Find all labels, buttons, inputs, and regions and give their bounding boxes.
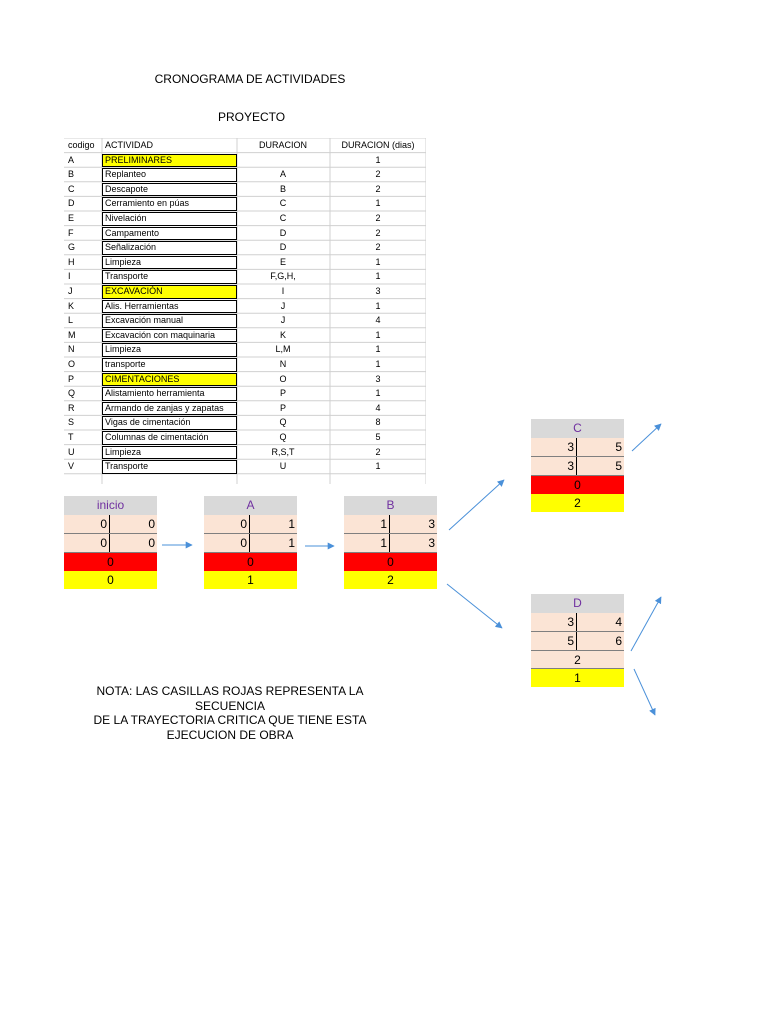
row-days: 4 [375, 315, 381, 326]
late-finish: 0 [148, 536, 155, 550]
row-duration: L,M [275, 344, 291, 355]
row-duration: Q [279, 432, 287, 442]
row-code: B [68, 169, 75, 180]
table-row [64, 459, 426, 474]
row-activity: Campamento [105, 227, 160, 238]
row-duration: O [279, 373, 287, 384]
table-row [64, 372, 426, 387]
node-title: D [531, 594, 624, 613]
row-days: 1 [375, 359, 381, 369]
row-code: U [68, 446, 75, 457]
row-days: 1 [375, 461, 381, 472]
row-duration: N [279, 359, 287, 369]
table-row [64, 211, 426, 226]
node-duration: 1 [531, 669, 624, 687]
node-duration: 0 [64, 571, 157, 589]
row-days: 8 [375, 417, 381, 428]
row-code: M [68, 329, 76, 340]
node-duration: 2 [344, 571, 437, 589]
row-code: R [68, 402, 75, 413]
row-activity: Armando de zanjas y zapatas [105, 402, 224, 413]
row-days: 3 [375, 373, 381, 384]
table-row [64, 299, 426, 314]
node-d [531, 594, 624, 687]
table-row [64, 182, 426, 197]
node-late-row [64, 534, 157, 553]
note-line-1: NOTA: LAS CASILLAS ROJAS REPRESENTA LA SECUENCIA [96, 684, 364, 713]
node-slack: 2 [531, 651, 624, 669]
row-duration: C [279, 213, 287, 223]
row-days: 5 [375, 432, 381, 442]
table-row [64, 415, 426, 430]
row-code: I [68, 271, 71, 282]
node-b [344, 496, 437, 589]
row-duration: D [279, 227, 287, 238]
row-activity: Señalización [105, 242, 157, 253]
row-days: 1 [375, 154, 381, 165]
node-late-row [531, 632, 624, 651]
early-start: 0 [64, 515, 110, 533]
node-title: A [204, 496, 297, 515]
row-activity: Vigas de cimentación [105, 417, 191, 428]
node-slack: 0 [204, 553, 297, 571]
table-row [64, 328, 426, 343]
early-start: 3 [531, 438, 577, 456]
node-slack: 0 [531, 476, 624, 494]
row-activity: EXCAVACIÓN [105, 286, 163, 296]
row-code: Q [68, 388, 76, 399]
arrow-d-out-up [631, 597, 661, 651]
row-duration: K [279, 329, 286, 340]
note-line-3: EJECUCION DE OBRA [166, 727, 294, 742]
row-code: P [68, 373, 75, 384]
arrow-c-out [632, 424, 661, 451]
row-days: 2 [375, 213, 381, 223]
row-days: 1 [375, 256, 381, 267]
late-finish: 3 [428, 536, 435, 550]
row-activity: Descapote [105, 183, 149, 194]
row-activity: Excavación manual [105, 315, 184, 326]
row-days: 1 [375, 344, 381, 355]
row-duration: C [279, 198, 287, 209]
row-duration: U [279, 461, 287, 472]
row-activity: Limpieza [105, 256, 142, 267]
node-early-row [204, 515, 297, 534]
table-row [64, 226, 426, 241]
row-duration: P [279, 402, 286, 413]
arrow-d-out-down [634, 669, 655, 715]
row-duration: F,G,H, [270, 271, 296, 282]
table-row [64, 313, 426, 328]
arrow-b-to-c [449, 480, 504, 530]
row-duration: J [280, 315, 286, 326]
document-title: CRONOGRAMA DE ACTIVIDADES [154, 72, 346, 86]
node-title: C [531, 419, 624, 438]
table-row [64, 255, 426, 270]
row-code: J [68, 286, 73, 296]
row-activity: PRELIMINARES [105, 154, 173, 165]
node-title: B [344, 496, 437, 515]
row-activity: Transporte [105, 271, 149, 282]
early-start: 3 [531, 613, 577, 631]
critical-path-note [64, 684, 396, 742]
row-activity: Cerramiento en púas [105, 198, 190, 209]
row-code: C [68, 183, 75, 194]
late-finish: 6 [615, 634, 622, 648]
table-row [64, 284, 426, 299]
late-start: 3 [531, 457, 577, 475]
late-finish: 5 [615, 459, 622, 473]
early-finish: 4 [615, 615, 622, 629]
table-row [64, 357, 426, 372]
row-code: H [68, 256, 75, 267]
row-activity: Columnas de cimentación [105, 432, 209, 442]
table-row [64, 269, 426, 284]
activities-table [64, 138, 426, 484]
early-start: 0 [204, 515, 250, 533]
row-code: N [68, 344, 75, 355]
late-start: 0 [204, 534, 250, 552]
row-days: 1 [375, 388, 381, 399]
header-duration: DURACION [258, 140, 307, 150]
node-early-row [531, 613, 624, 632]
row-days: 2 [375, 169, 381, 180]
table-row [64, 240, 426, 255]
table-row [64, 196, 426, 211]
row-code: D [68, 198, 75, 209]
row-duration: D [279, 242, 287, 253]
early-finish: 3 [428, 517, 435, 531]
row-code: V [68, 461, 75, 472]
row-duration: B [279, 183, 286, 194]
header-days: DURACION (dias) [341, 140, 415, 150]
header-code: codigo [68, 140, 95, 150]
row-code: K [68, 300, 75, 311]
row-days: 4 [375, 402, 381, 413]
row-activity: Limpieza [105, 446, 142, 457]
row-code: L [68, 315, 74, 326]
early-finish: 0 [148, 517, 155, 531]
table-row [64, 401, 426, 416]
node-title: inicio [64, 496, 157, 515]
row-days: 1 [375, 198, 381, 209]
row-duration: P [279, 388, 286, 399]
table-row [64, 167, 426, 182]
node-duration: 1 [204, 571, 297, 589]
table-header-row [64, 138, 426, 153]
early-finish: 5 [615, 440, 622, 454]
row-activity: Alistamiento herramienta [105, 388, 205, 399]
row-activity: transporte [105, 359, 146, 369]
row-activity: Alis. Herramientas [105, 300, 179, 311]
node-inicio [64, 496, 157, 589]
row-code: G [68, 242, 76, 253]
row-activity: Replanteo [105, 169, 147, 180]
row-duration: J [280, 300, 286, 311]
row-code: S [68, 417, 75, 428]
early-finish: 1 [288, 517, 295, 531]
node-c [531, 419, 624, 512]
table-row [64, 445, 426, 460]
project-subtitle: PROYECTO [217, 110, 286, 124]
node-a [204, 496, 297, 589]
row-duration: A [279, 169, 286, 180]
row-duration: I [281, 286, 285, 296]
row-days: 1 [375, 271, 381, 282]
node-early-row [64, 515, 157, 534]
node-slack: 0 [64, 553, 157, 571]
table-row [64, 430, 426, 445]
row-days: 1 [375, 329, 381, 340]
row-days: 1 [375, 300, 381, 311]
node-duration: 2 [531, 494, 624, 512]
row-activity: Limpieza [105, 344, 142, 355]
row-code: A [68, 154, 75, 165]
table-row [64, 342, 426, 357]
row-days: 2 [375, 242, 381, 253]
early-start: 1 [344, 515, 390, 533]
row-activity: CIMENTACIONES [105, 373, 180, 384]
note-line-2: DE LA TRAYECTORIA CRITICA QUE TIENE ESTA [93, 713, 367, 727]
header-activity: ACTIVIDAD [105, 140, 154, 150]
row-duration: E [279, 256, 286, 267]
row-duration: Q [279, 417, 287, 428]
row-code: O [68, 359, 76, 369]
node-slack: 0 [344, 553, 437, 571]
late-start: 0 [64, 534, 110, 552]
node-early-row [344, 515, 437, 534]
row-activity: Excavación con maquinaria [105, 329, 216, 340]
node-late-row [531, 457, 624, 476]
late-finish: 1 [288, 536, 295, 550]
row-code: E [68, 213, 75, 223]
row-days: 2 [375, 183, 381, 194]
node-late-row [344, 534, 437, 553]
row-days: 2 [375, 446, 381, 457]
table-row [64, 153, 426, 168]
late-start: 1 [344, 534, 390, 552]
arrow-b-to-d [447, 584, 502, 628]
row-duration: R,S,T [271, 446, 295, 457]
row-activity: Transporte [105, 461, 149, 472]
row-activity: Nivelación [105, 213, 147, 223]
row-code: F [68, 227, 74, 238]
node-early-row [531, 438, 624, 457]
late-start: 5 [531, 632, 577, 650]
row-code: T [68, 432, 74, 442]
row-days: 3 [375, 286, 381, 296]
row-days: 2 [375, 227, 381, 238]
node-late-row [204, 534, 297, 553]
table-row [64, 386, 426, 401]
